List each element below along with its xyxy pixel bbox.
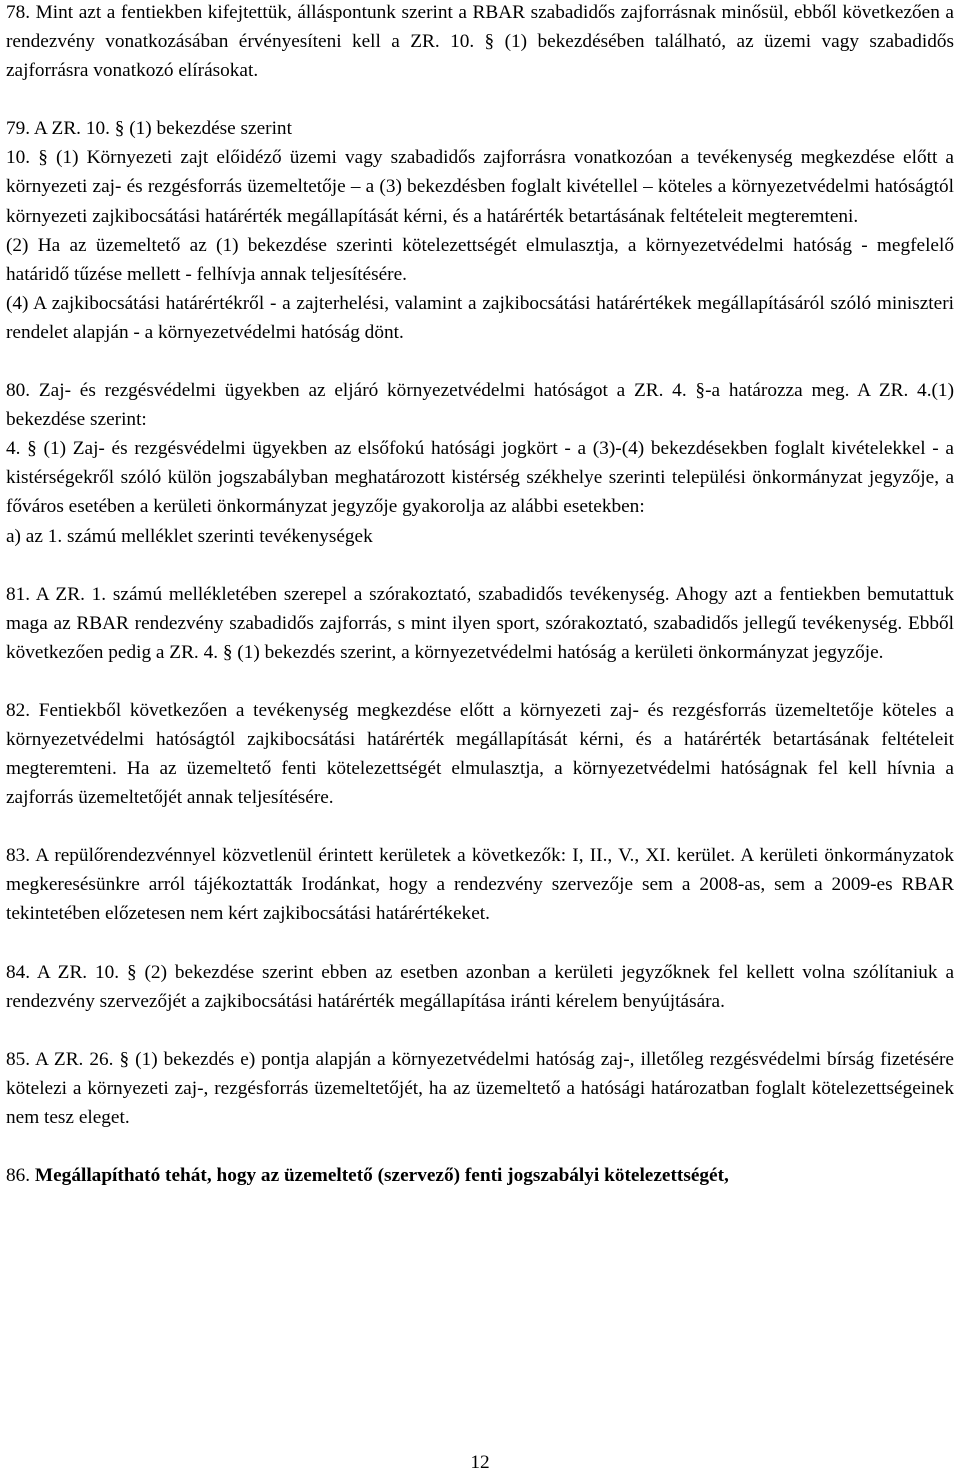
quote-zr-10-1: 10. § (1) Környezeti zajt előidéző üzemi vagy szabadidős zajforrásra vonatkozóan a tevékenység megkezdése előtt a környezeti zaj- és rezgésforrás üzemeltetője – a (3) bekezdésben foglalt kivétellel – köteles a környezetvédelmi hatóságtól környezeti zajkibocsátási határérték megállapítását kérni, és a határérték betartásának feltételeit megteremteni. xyxy=(6,147,954,227)
paragraph-82: 82. Fentiekből következően a tevékenység megkezdése előtt a környezeti zaj- és rezgésforrás üzemeltetője köteles a környezetvédelmi hatóságtól zajkibocsátási határérték megállapítását kérni, és a határérték betartásának feltételeit megteremteni. Ha az üzemeltető fenti kötelezettségét elmulasztja, a környezetvédelmi hatóságnak fel kell hívnia a zajforrás üzemeltetőjét annak teljesítésére. xyxy=(6,699,954,809)
paragraph-86 xyxy=(6,1161,954,1190)
paragraph-79: 79. A ZR. 10. § (1) bekezdése szerint xyxy=(6,118,292,140)
paragraph-83: 83. A repülőrendezvénnyel közvetlenül érintett kerületek a következők: I, II., V., XI. kerület. A kerületi önkormányzatok megkeresésünkre arról tájékoztatták Irodánkat, hogy a rendezvény szervezője sem a 2008-as, sem a 2009-es RBAR tekintetében előzetesen nem kért zajkibocsátási határértékeket. xyxy=(6,845,954,925)
paragraph-86-bold-text: Megállapítható tehát, hogy az üzemeltető (szervező) fenti jogszabályi kötelezettségét, xyxy=(34,1165,729,1186)
document-body xyxy=(6,0,954,1190)
page-number: 12 xyxy=(470,1452,490,1473)
paragraph-85: 85. A ZR. 26. § (1) bekezdés e) pontja alapján a környezetvédelmi hatóság zaj-, illetőleg rezgésvédelmi bírság fizetésére kötelezi a környezeti zaj-, rezgésforrás üzemeltetőjét, ha az üzemeltető a hatósági határozatban foglalt kötelezettségeinek nem tesz eleget. xyxy=(6,1048,954,1128)
paragraph-78: 78. Mint azt a fentiekben kifejtettük, álláspontunk szerint a RBAR szabadidős zajforrásnak minősül, ebből következően a rendezvény vonatkozásában érvényesíteni kell a ZR. 10. § (1) bekezdésében található, az üzemi vagy szabadidős zajforrásra vonatkozó elírásokat. xyxy=(6,2,954,82)
quote-zr-10-2: (2) Ha az üzemeltető az (1) bekezdése szerinti kötelezettségét elmulasztja, a környezetvédelmi hatóság - megfelelő határidő tűzése mellett - felhívja annak teljesítésére. xyxy=(6,234,954,285)
paragraph-81: 81. A ZR. 1. számú mellékletében szerepel a szórakoztató, szabadidős tevékenység. Ahogy azt a fentiekben bemutattuk maga az RBAR rendezvény szabadidős zajforrás, s mint ilyen sport, szórakoztató, szabadidős jellegű tevékenység. Ebből következően pedig a ZR. 4. § (1) bekezdés szerint, a környezetvédelmi hatóság a kerületi önkormányzat jegyzője. xyxy=(6,583,954,663)
quote-zr-4-1-a: a) az 1. számú melléklet szerinti tevékenységek xyxy=(6,525,373,547)
paragraph-84: 84. A ZR. 10. § (2) bekezdése szerint ebben az esetben azonban a kerületi jegyzőknek fel kellett volna szólítaniuk a rendezvény szervezőjét a zajkibocsátási határérték megállapítása iránti kérelem benyújtására. xyxy=(6,961,954,1012)
quote-zr-10-4: (4) A zajkibocsátási határértékről - a zajterhelési, valamint a zajkibocsátási határértékek megállapításáról szóló miniszteri rendelet alapján - a környezetvédelmi hatóság dönt. xyxy=(6,292,954,343)
quote-zr-4-1: 4. § (1) Zaj- és rezgésvédelmi ügyekben az elsőfokú hatósági jogkört - a (3)-(4) bekezdésekben foglalt kivételekkel - a kistérségekről szóló külön jogszabályban meghatározott kistérség székhelye szerinti települési önkormányzat jegyzője, a főváros esetében a kerületi önkormányzat jegyzője gyakorolja az alábbi esetekben: xyxy=(6,438,954,518)
paragraph-80: 80. Zaj- és rezgésvédelmi ügyekben az eljáró környezetvédelmi hatóságot a ZR. 4. §-a határozza meg. A ZR. 4.(1) bekezdése szerint: xyxy=(6,380,954,431)
paragraph-86-number: 86. xyxy=(6,1165,35,1186)
